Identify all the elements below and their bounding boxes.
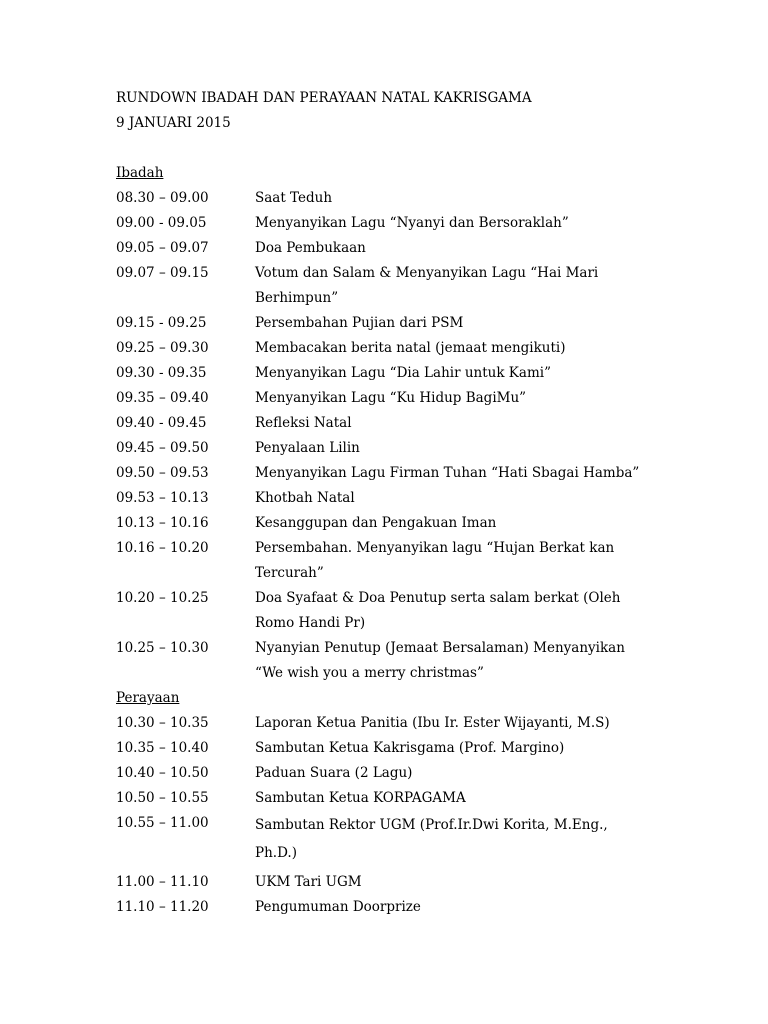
schedule-row: [116, 411, 676, 436]
schedule-time: 10.25 – 10.30: [116, 640, 209, 656]
schedule-row: [116, 186, 676, 211]
schedule-activity: Sambutan Rektor UGM (Prof.Ir.Dwi Korita, M.Eng., Ph.D.): [255, 817, 608, 861]
schedule-time: 09.50 – 09.53: [116, 465, 209, 481]
schedule-time: 09.07 – 09.15: [116, 265, 209, 281]
schedule-time: 09.05 – 09.07: [116, 240, 209, 256]
schedule-row: [116, 511, 676, 536]
schedule-activity: Penyalaan Lilin: [255, 440, 360, 456]
schedule-row: [116, 711, 676, 736]
schedule-row: [116, 311, 676, 336]
schedule-activity: Laporan Ketua Panitia (Ibu Ir. Ester Wijayanti, M.S): [255, 715, 610, 731]
schedule-row: [116, 211, 676, 236]
schedule-time: 10.35 – 10.40: [116, 740, 209, 756]
perayaan-schedule: [116, 711, 676, 920]
schedule-time: 10.16 – 10.20: [116, 540, 209, 556]
schedule-activity: Membacakan berita natal (jemaat mengikuti): [255, 340, 566, 356]
schedule-time: 09.35 – 09.40: [116, 390, 209, 406]
schedule-activity: Pengumuman Doorprize: [255, 899, 421, 915]
schedule-time: 11.10 – 11.20: [116, 899, 209, 915]
schedule-time: 11.00 – 11.10: [116, 874, 209, 890]
schedule-time: 10.50 – 10.55: [116, 790, 209, 806]
schedule-time: 09.30 - 09.35: [116, 365, 207, 381]
schedule-row: [116, 811, 676, 867]
schedule-activity: Menyanyikan Lagu Firman Tuhan “Hati Sbagai Hamba”: [255, 465, 640, 481]
schedule-time: 08.30 – 09.00: [116, 190, 209, 206]
schedule-row: [116, 895, 676, 920]
schedule-activity: Persembahan Pujian dari PSM: [255, 315, 464, 331]
schedule-activity: Doa Syafaat & Doa Penutup serta salam berkat (Oleh Romo Handi Pr): [255, 590, 621, 631]
schedule-time: 09.53 – 10.13: [116, 490, 209, 506]
schedule-activity: Persembahan. Menyanyikan lagu “Hujan Berkat kan Tercurah”: [255, 540, 615, 581]
schedule-row: [116, 461, 676, 486]
schedule-time: 10.30 – 10.35: [116, 715, 209, 731]
schedule-activity: Sambutan Ketua Kakrisgama (Prof. Margino): [255, 740, 565, 756]
schedule-row: [116, 361, 676, 386]
schedule-activity: Menyanyikan Lagu “Nyanyi dan Bersoraklah”: [255, 215, 569, 231]
schedule-row: [116, 636, 676, 686]
schedule-time: 10.20 – 10.25: [116, 590, 209, 606]
schedule-row: [116, 261, 676, 311]
schedule-activity: Nyanyian Penutup (Jemaat Bersalaman) Menyanyikan “We wish you a merry christmas”: [255, 640, 625, 681]
schedule-row: [116, 761, 676, 786]
ibadah-schedule: [116, 186, 676, 686]
spacer: [116, 136, 676, 161]
document-date: 9 JANUARI 2015: [116, 115, 231, 131]
schedule-time: 09.25 – 09.30: [116, 340, 209, 356]
schedule-time: 09.00 - 09.05: [116, 215, 207, 231]
schedule-time: 10.40 – 10.50: [116, 765, 209, 781]
schedule-activity: Doa Pembukaan: [255, 240, 366, 256]
schedule-activity: Menyanyikan Lagu “Dia Lahir untuk Kami”: [255, 365, 551, 381]
section-heading-perayaan: Perayaan: [116, 690, 180, 706]
schedule-time: 09.45 – 09.50: [116, 440, 209, 456]
schedule-time: 10.55 – 11.00: [116, 815, 209, 831]
schedule-activity: Refleksi Natal: [255, 415, 352, 431]
schedule-activity: Sambutan Ketua KORPAGAMA: [255, 790, 466, 806]
schedule-time: 09.40 - 09.45: [116, 415, 207, 431]
schedule-time: 10.13 – 10.16: [116, 515, 209, 531]
schedule-row: [116, 386, 676, 411]
schedule-row: [116, 786, 676, 811]
schedule-activity: Saat Teduh: [255, 190, 333, 206]
schedule-activity: Menyanyikan Lagu “Ku Hidup BagiMu”: [255, 390, 527, 406]
schedule-activity: Khotbah Natal: [255, 490, 355, 506]
section-heading-ibadah: Ibadah: [116, 165, 164, 181]
schedule-time: 09.15 - 09.25: [116, 315, 207, 331]
schedule-activity: Votum dan Salam & Menyanyikan Lagu “Hai Mari Berhimpun”: [255, 265, 599, 306]
schedule-activity: Kesanggupan dan Pengakuan Iman: [255, 515, 497, 531]
schedule-row: [116, 436, 676, 461]
schedule-row: [116, 586, 676, 636]
schedule-activity: Paduan Suara (2 Lagu): [255, 765, 413, 781]
schedule-row: [116, 870, 676, 895]
schedule-row: [116, 536, 676, 586]
document-title: RUNDOWN IBADAH DAN PERAYAAN NATAL KAKRISGAMA: [116, 90, 532, 106]
schedule-row: [116, 236, 676, 261]
schedule-row: [116, 486, 676, 511]
document-page: [116, 86, 676, 920]
schedule-row: [116, 336, 676, 361]
schedule-activity: UKM Tari UGM: [255, 874, 362, 890]
schedule-row: [116, 736, 676, 761]
